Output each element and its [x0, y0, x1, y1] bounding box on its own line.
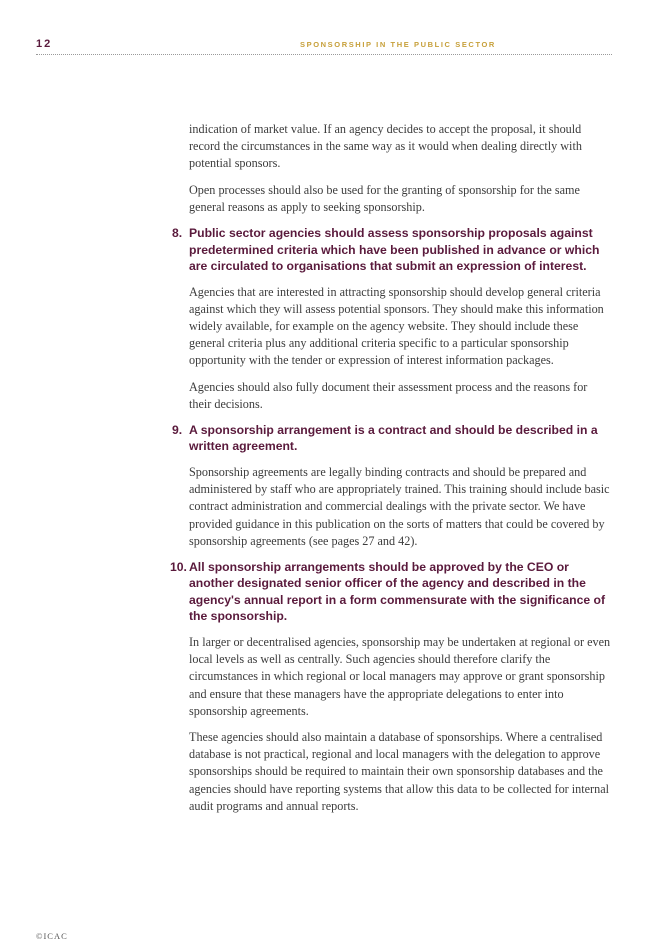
- principle-item-8: [172, 225, 612, 275]
- body-paragraph: indication of market value. If an agency decides to accept the proposal, it should record the circumstances in the same way as it would when dealing directly with potential sponsors.: [189, 122, 582, 171]
- running-head: SPONSORSHIP IN THE PUBLIC SECTOR: [300, 40, 496, 49]
- main-content: [172, 121, 612, 824]
- principle-item-10: [172, 559, 612, 625]
- body-paragraph: Open processes should also be used for the granting of sponsorship for the same general reasons as apply to seeking sponsorship.: [189, 182, 580, 214]
- body-paragraph: These agencies should also maintain a database of sponsorships. Where a centralised database is not practical, regional and local managers with the delegation to approve sponsorships should be required to maintain their own sponsorship databases and the agencies should have reporting systems that allow this data to be collected for internal audit programs and annual reports.: [189, 729, 610, 813]
- principle-heading: Public sector agencies should assess sponsorship proposals against predetermined criteria which have been published in advance or which are circulated to organisations that submit an expression of interest.: [189, 226, 600, 274]
- principle-item-9: [172, 422, 612, 455]
- principle-number: 10.: [170, 559, 187, 574]
- principle-number: 9.: [172, 422, 183, 437]
- page-header: [0, 0, 653, 60]
- body-paragraph: In larger or decentralised agencies, sponsorship may be undertaken at regional or even local levels as well as centrally. Such agencies should therefore clarify the circumstances in which regional or local managers may approve or grant sponsorship and ensure that these managers have the appropriate delegations to enter into sponsorship agreements.: [189, 634, 611, 718]
- principle-heading: A sponsorship arrangement is a contract and should be described in a written agreement.: [189, 422, 598, 454]
- principle-heading: All sponsorship arrangements should be approved by the CEO or another designated senior officer of the agency and described in the agency's annual report in a form commensurate with the significance of the sponsorship.: [189, 559, 606, 624]
- header-divider: [36, 54, 612, 55]
- body-paragraph: Sponsorship agreements are legally binding contracts and should be prepared and administered by staff who are appropriately trained. This training should include basic contract administration and commercial dealings with the private sector. We have provided guidance in this publication on the sorts of matters that could be covered by sponsorship agreements (see pages 27 and 42).: [189, 464, 610, 548]
- footer-copyright: ©ICAC: [36, 931, 68, 941]
- principle-number: 8.: [172, 226, 183, 241]
- body-paragraph: Agencies should also fully document their assessment process and the reasons for their decisions.: [189, 379, 588, 411]
- body-paragraph: Agencies that are interested in attracting sponsorship should develop general criteria against which they will assess potential sponsors. They should make this information widely available, for example on the agency website. They should include these general criteria plus any additional criteria specific to a particular sponsorship opportunity with the tender or expression of interest information packages.: [189, 284, 604, 368]
- page-number: 12: [36, 38, 53, 50]
